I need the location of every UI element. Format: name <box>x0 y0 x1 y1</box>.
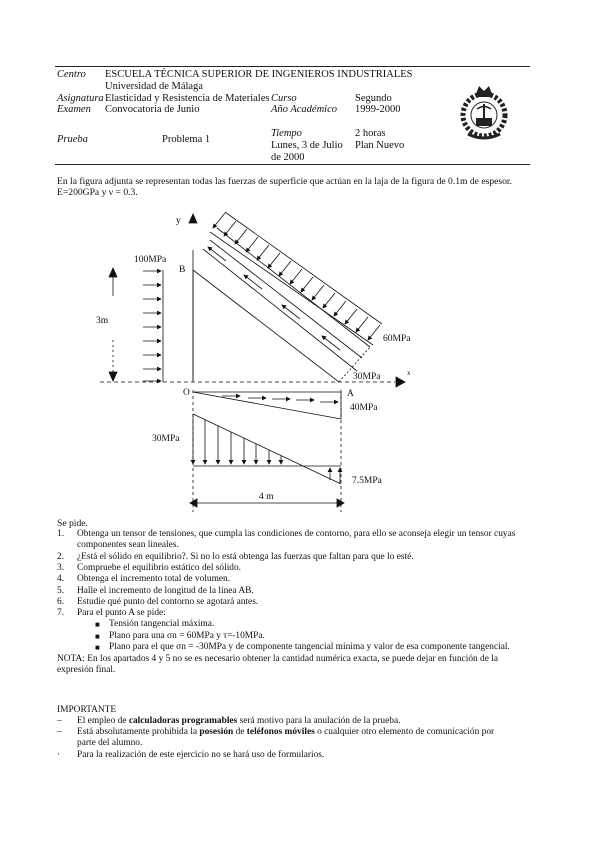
nota-line1: NOTA: En los apartados 4 y 5 no se es necesario obtener la cantidad numérica exacta, se puede dejar en función de la <box>57 654 498 664</box>
load-bottom-normal-left-label: 30MPa <box>152 434 180 444</box>
dim-height-label: 3m <box>96 316 109 326</box>
subitem-2: ■ Plano para una σn = 60MPa y τ=-10MPa. <box>95 630 265 641</box>
centro-value: ESCUELA TÉCNICA SUPERIOR DE INGENIEROS INDUSTRIALES <box>105 69 413 80</box>
prueba-label: Prueba <box>57 134 88 145</box>
question-1: 1. Obtenga un tensor de tensiones, que cumpla las condiciones de contorno, para ello se aconseja elegir un tensor cuyas componentes sean lineales. <box>57 529 516 551</box>
bullet-icon: ■ <box>95 620 100 630</box>
axis-x-label: x <box>407 369 411 377</box>
anio-label: Año Académico <box>271 104 337 115</box>
centro-label: Centro <box>57 69 86 80</box>
important-item-2: – Está absolutamente prohibida la posesión de teléfonos móviles o cualquier otro elemento de comunicación por parte del alumno. <box>57 727 495 748</box>
curso-label: Curso <box>271 93 297 104</box>
load-shear-hyp-label: 30MPa <box>353 372 381 382</box>
point-a-label: A <box>347 389 354 399</box>
point-b-label: B <box>179 265 186 275</box>
important-heading: IMPORTANTE <box>57 705 117 715</box>
load-normal-hyp-label: 60MPa <box>383 334 411 344</box>
load-left-label: 100MPa <box>134 255 167 265</box>
asignatura-value: Elasticidad y Resistencia de Materiales <box>105 93 270 104</box>
fecha-line2: de 2000 <box>271 152 305 163</box>
tiempo-label: Tiempo <box>271 128 302 139</box>
axis-y-label: y <box>176 216 181 226</box>
questions-list <box>57 529 557 652</box>
intro-line1: En la figura adjunta se representan todas las fuerzas de superficie que actúan en la laja de la figura de 0.1m de espesor. <box>57 176 512 187</box>
dim-width-label: 4 m <box>259 492 274 502</box>
fecha-line1: Lunes, 3 de Julio <box>271 140 343 151</box>
question-4: 4. Obtenga el incremento total de volumen. <box>57 574 231 585</box>
nota-line2: expresión final. <box>57 665 116 675</box>
questions-heading: Se pide. <box>57 518 88 529</box>
plan-value: Plan Nuevo <box>355 140 405 151</box>
question-6: 6. Estudie qué punto del contorno se agotará antes. <box>57 596 259 607</box>
examen-label: Examen <box>57 104 91 115</box>
intro-line2: E=200GPa y ν = 0.3. <box>57 187 138 198</box>
load-bottom-normal-right-label: 7.5MPa <box>352 476 382 486</box>
prueba-value: Problema 1 <box>162 134 211 145</box>
subitem-3: ■ Plano para el que σn = -30MPa y de componente tangencial mínima y valor de esa componente tangencial. <box>95 642 510 652</box>
point-o-label: O <box>183 388 190 398</box>
load-bottom-shear-label: 40MPa <box>350 403 378 413</box>
question-7: 7. Para el punto A se pide: <box>57 608 166 619</box>
asignatura-label: Asignatura <box>57 93 104 104</box>
important-item-3: · Para la realización de este ejercicio no se hará uso de formularios. <box>57 750 325 760</box>
bullet-icon: ■ <box>95 631 100 641</box>
examen-value: Convocatoria de Junio <box>105 104 200 115</box>
important-item-1: – El empleo de calculadoras programables será motivo para la anulación de la prueba. <box>57 716 401 726</box>
question-5: 5. Halle el incremento de longitud de la línea AB. <box>57 585 254 596</box>
subitem-1: ■ Tensión tangencial máxima. <box>95 619 215 630</box>
question-2: 2. ¿Está el sólido en equilibrio?. Si no lo está obtenga las fuerzas que faltan para que lo esté. <box>57 551 414 562</box>
centro-sub: Universidad de Málaga <box>105 81 203 92</box>
question-3: 3. Compruebe el equilibrio estático del sólido. <box>57 562 242 573</box>
tiempo-value: 2 horas <box>355 128 386 139</box>
curso-value: Segundo <box>355 93 392 104</box>
bullet-icon: ■ <box>95 643 100 652</box>
anio-value: 1999-2000 <box>355 104 401 115</box>
